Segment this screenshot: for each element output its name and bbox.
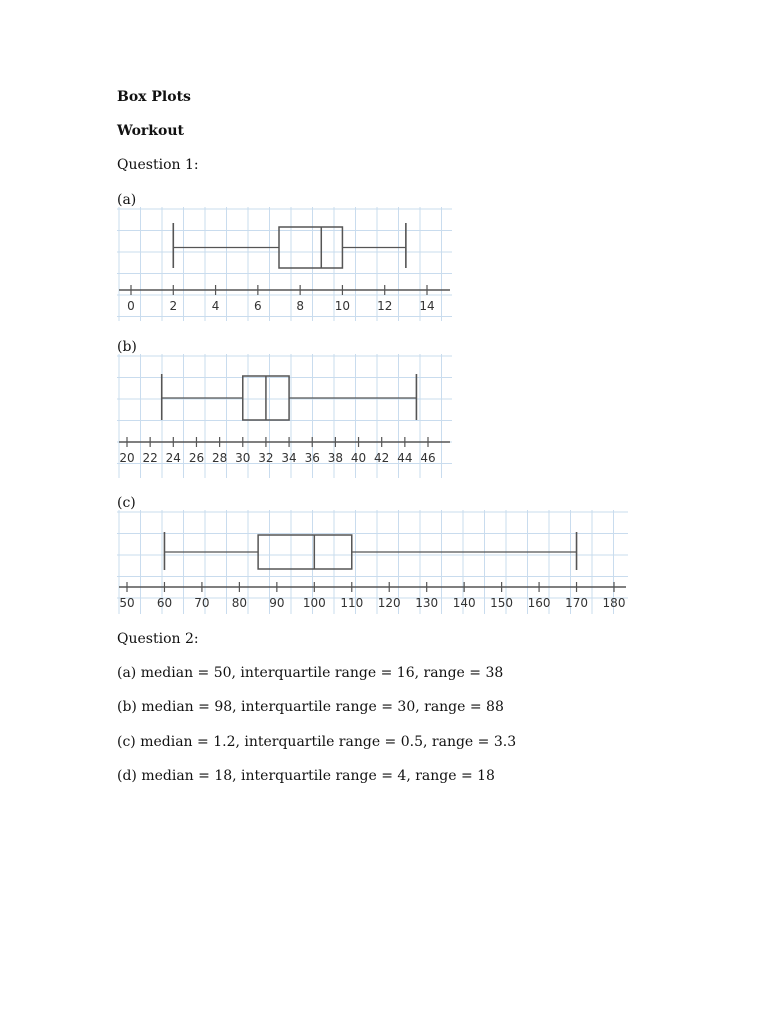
tick-label: 34 — [281, 451, 297, 465]
page-title: Box Plots — [117, 89, 191, 105]
tick-label: 44 — [397, 451, 413, 465]
answer-b: (b) median = 98, interquartile range = 30, range = 88 — [117, 699, 504, 715]
tick-label: 80 — [231, 596, 248, 610]
tick-label: 32 — [258, 451, 274, 465]
answer-a: (a) median = 50, interquartile range = 16, range = 38 — [117, 665, 504, 681]
tick-label: 36 — [304, 451, 320, 465]
tick-label: 24 — [165, 451, 181, 465]
tick-label: 120 — [377, 596, 401, 610]
tick-label: 26 — [188, 451, 205, 465]
tick-label: 14 — [419, 299, 435, 313]
tick-label: 110 — [340, 596, 364, 610]
tick-label: 140 — [452, 596, 476, 610]
tick-label: 4 — [211, 299, 220, 313]
box-plot-b — [117, 354, 452, 478]
tick-label: 20 — [119, 451, 135, 465]
tick-label: 160 — [527, 596, 551, 610]
tick-label: 60 — [156, 596, 173, 610]
tick-label: 180 — [602, 596, 626, 610]
tick-label: 2 — [169, 299, 178, 313]
part-b-label: (b) — [117, 339, 137, 355]
tick-label: 0 — [127, 299, 135, 313]
question-2-heading: Question 2: — [117, 631, 199, 647]
answer-d: (d) median = 18, interquartile range = 4, range = 18 — [117, 768, 495, 784]
tick-label: 40 — [350, 451, 367, 465]
part-c-label: (c) — [117, 495, 136, 511]
iqr-box — [279, 227, 342, 268]
tick-label: 22 — [142, 451, 158, 465]
tick-label: 6 — [254, 299, 262, 313]
tick-label: 150 — [490, 596, 514, 610]
tick-label: 100 — [302, 596, 326, 610]
iqr-box — [258, 535, 352, 569]
tick-label: 70 — [194, 596, 210, 610]
box-plot-c — [117, 510, 628, 614]
tick-label: 130 — [415, 596, 439, 610]
box-plot-a — [117, 207, 452, 321]
tick-label: 170 — [565, 596, 588, 610]
section-heading: Workout — [117, 123, 184, 139]
tick-label: 30 — [235, 451, 251, 465]
answer-c: (c) median = 1.2, interquartile range = 0.5, range = 3.3 — [117, 734, 517, 750]
part-a-label: (a) — [117, 192, 137, 208]
tick-label: 42 — [374, 451, 390, 465]
tick-label: 28 — [211, 451, 228, 465]
tick-label: 8 — [296, 299, 304, 313]
tick-label: 38 — [327, 451, 344, 465]
tick-label: 46 — [420, 451, 436, 465]
question-1-heading: Question 1: — [117, 157, 199, 173]
tick-label: 12 — [377, 299, 393, 313]
tick-label: 90 — [269, 596, 285, 610]
tick-label: 50 — [119, 596, 135, 610]
tick-label: 10 — [334, 299, 351, 313]
